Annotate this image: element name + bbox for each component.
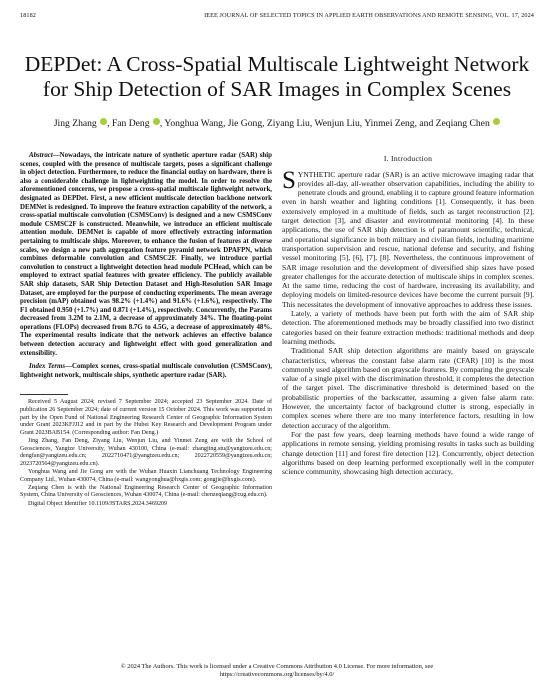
footnote-doi: Digital Object Identifier 10.1109/JSTARS.2024.3469209	[28, 500, 168, 507]
author-name: Jing Zhang	[53, 118, 97, 129]
footnote-received: Received 5 August 2024; revised 7 September 2024; accepted 23 September 2024. Date of publication 26 September 2024; date of current version 15 October 2024. This work was supported in part by the Open Fund of National Engineering Research Center of Geographic Information System under Grant 2023KFJJ12 and in part by the Hubei Key Research and Development Program under Grant 2023BAB154. (Corresponding author: Fan Deng.)	[20, 399, 272, 436]
footnote-affiliation-1: Jing Zhang, Fan Deng, Ziyang Liu, Wenjun Liu, and Yinmei Zeng are with the School of Geosciences, Yangtze University, Wuhan 430100, China (e-mail: zhangjing.stu@yangtzeu.edu.cn; dengfan@yangtzeu.edu.cn; 2022710471@yangtzeu.edu.cn; 2022720559@yangtzeu.edu.cn; 2023720564@yangtzeu.edu.cn).	[20, 438, 272, 467]
license-footer	[20, 663, 534, 679]
section-heading: I. Introduction	[383, 154, 433, 163]
journal-name: IEEE JOURNAL OF SELECTED TOPICS IN APPLIED EARTH OBSERVATIONS AND REMOTE SENSING, VOL. 17, 2024	[204, 12, 534, 19]
paper-title: DEPDet: A Cross-Spatial Multiscale Lightweight Network for Ship Detection of SAR Images in Complex Scenes	[24, 52, 530, 102]
author-name: Wenjun Liu	[314, 118, 360, 129]
author-name: Zeqiang Chen	[435, 118, 490, 129]
footnotes	[20, 399, 272, 508]
drop-cap: S	[282, 166, 296, 194]
intro-paragraph-1	[282, 166, 534, 309]
author-name: Ziyang Liu	[266, 118, 310, 129]
right-column	[282, 152, 534, 476]
abstract-text: —Nowadays, the intricate nature of synthetic aperture radar (SAR) ship scenes, coupled with the presence of multiscale targets, poses a significant challenge in object detection. Furthermore, to reduce the financial outlay on hardware, there is also a considerable challenge in lightweighting the model. In order to resolve the aforementioned concerns, we propose a cross-spatial multiscale lightweight network, designated as DEPDet. First, a new efficient multiscale detection backbone network DEMNet is redesigned. To improve the feature extraction capability of the network, a cross-spatial multiscale convolution (CSMSConv) is designed and a new CSMSConv module CSMSC2F is constructed. Meanwhile, we introduce an efficient multiscale attention module. DEMNet is capable of more effectively extracting information pertaining to multiscale ships. Moreover, to enhance the fusion of features at diverse scales, we design a new path aggregation feature pyramid network DPAFPN, which combines deformable convolution and CSMSC2F. Finally, we introduce partial convolution to construct a lightweight detection head module PCHead, which can be employed to extract spatial features with greater efficiency. The publicly available SAR ship datasets, SAR Ship Detection Dataset and High-Resolution SAR Image Dataset, are employed for the purpose of conducting experiments. The mean average precision (mAP) obtained was 98.2% (+1.4%) and 91.6% (+1.6%), respectively. The F1 obtained 0.950 (+1.7%) and 0.871 (+1.4%), respectively. Concurrently, the Params decreased from 3.2M to 2.1M, a decrease of approximately 34%. The floating-point operations (FLOPs) decreased from 8.7G to 4.5G, a decrease of approximately 48%. The experimental results indicate that the network achieves an effective balance between detection accuracy and lightweight effect with good generalization and extensibility.	[20, 152, 272, 357]
intro-paragraph-4: For the past few years, deep learning methods have found a wide range of applications in remote sensing, yielding promising results in tasks such as building change detection [11] and forest fire detection [12]. Concurrently, object detection algorithms based on deep learning performed exceptionally well in the computer science community, showcasing high detection accuracy,	[282, 429, 534, 477]
footnote-affiliation-3: Zeqiang Chen is with the National Engineering Research Center of Geographic Information System, China University of Geosciences, Wuhan 430074, China (e-mail: chenzeqiang@cug.edu.cn).	[20, 484, 272, 499]
orcid-icon[interactable]	[153, 118, 160, 125]
abstract	[20, 152, 272, 358]
abstract-lead: Abstract	[29, 152, 53, 159]
left-column	[20, 152, 272, 509]
author-list: Jing Zhang , Fan Deng , Yonghua Wang, Jie Gong, Ziyang Liu, Wenjun Liu, Yinmei Zeng, and Zeqiang Chen	[20, 118, 534, 130]
author-name: Yinmei Zeng	[364, 118, 415, 129]
running-head	[20, 12, 534, 19]
intro-paragraph-3: Traditional SAR ship detection algorithms are mainly based on grayscale characteristics, whereas the constant false alarm rate (CFAR) [10] is the most commonly used algorithm based on grayscale features. By comparing the greyscale value of a single pixel with the discrimination threshold, it completes the detection of the target pixel. The discriminative threshold is determined based on the probabilistic properties of the backscatter, assuming a given false alarm rate. However, the uncertainty factor of background clutter is strong, especially in complex scenes where there are too many interference factors, resulting in low detection accuracy of the algorithm.	[282, 346, 534, 430]
license-link[interactable]: https://creativecommons.org/licenses/by/4.0/	[219, 671, 335, 678]
page-number: 18182	[20, 12, 36, 19]
intro-paragraph-1-text: YNTHETIC aperture radar (SAR) is an active microwave imaging radar that provides all-day, all-weather observation capabilities, including the ability to penetrate clouds and ground, enabling it to capture ground feature information even in harsh weather and lighting conditions [1]. Consequently, it has been extensively employed in a multitude of fields, such as target reconstruction [2], target detection [3], and disaster and environmental monitoring [4]. In these applications, the use of SAR ship detection is of paramount scientific, technical, and operational significance in both military and civilian fields, including maritime transportation supervision and rescue, national defense and security, and fishing vessel monitoring [5], [6], [7], [8]. Nevertheless, the continuous improvement of SAR image resolution and the development of diversified ship sizes have posed greater challenges for the accurate detection of multiscale ships in complex scenes. At the same time, reducing the cost of hardware, increasing its availability, and deploying models on limited-resource devices have become the current pursuit [9]. This necessitates the development of innovative approaches to address these issues.	[282, 169, 534, 309]
index-terms	[20, 363, 272, 380]
orcid-icon[interactable]	[100, 118, 107, 125]
intro-paragraph-2: Lately, a variety of methods have been put forth with the aim of SAR ship detection. The aforementioned methods may be broadly classified into two distinct categories based on their feature extraction methods: traditional methods and deep learning methods.	[282, 309, 534, 346]
footnote-divider	[20, 394, 68, 395]
index-terms-text: —Complex scenes, cross-spatial multiscale convolution (CSMSConv), lightweight network, multiscale ships, synthetic aperture radar (SAR).	[20, 363, 272, 379]
orcid-icon[interactable]	[493, 118, 500, 125]
footnote-affiliation-2: Yonghua Wang and Jie Gong are with the Wuhan Huaxin Lianchuang Technology Engineering Company Ltd., Wuhan 430074, China (e-mail: wangyonghua@hxgis.com; gongjie@hxgis.com).	[20, 468, 272, 483]
license-text: © 2024 The Authors. This work is licensed under a Creative Commons Attribution 4.0 License. For more information, see	[120, 663, 434, 670]
author-name: Jie Gong	[227, 118, 263, 129]
index-terms-lead: Index Terms	[29, 363, 66, 371]
author-name: Yonghua Wang	[164, 118, 223, 129]
author-name: Fan Deng	[111, 118, 150, 129]
